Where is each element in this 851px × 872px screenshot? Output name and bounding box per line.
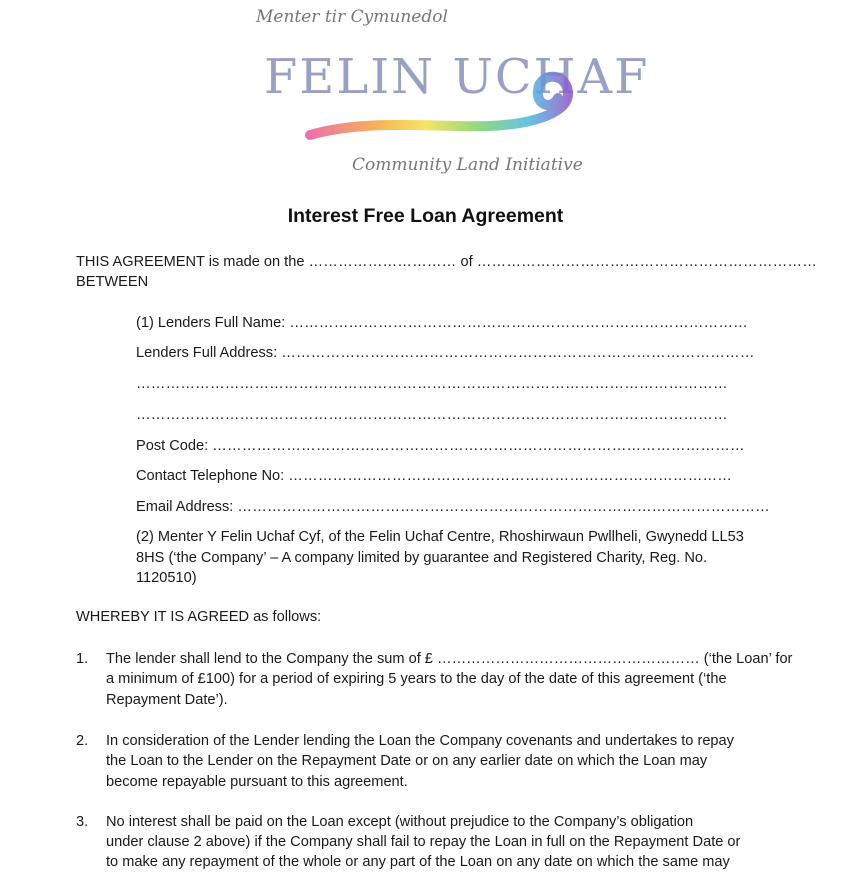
company-line-1: (2) Menter Y Felin Uchaf Cyf, of the Felin Uchaf Centre, Rhoshirwaun Pwllheli, Gwynedd LL53 [136, 529, 744, 545]
clause-2-line-1: In consideration of the Lender lending the Loan the Company covenants and undertakes to repay [106, 733, 734, 749]
lender-address-field [136, 343, 755, 363]
lender-address-blank: …………………………………………………………………………………… [281, 345, 755, 361]
month-year-blank: …………………………………………………………… [476, 254, 818, 270]
clause-2-line-2: the Loan to the Lender on the Repayment Date or on any earlier date on which the Loan may [106, 753, 708, 769]
clause-3-line-2: under clause 2 above) if the Company shall fail to repay the Loan in full on the Repayment Date or [106, 834, 741, 850]
logo-top-text: Menter tir Cymunedol [256, 7, 448, 27]
lender-address-line-3: ………………………………………………………………………………………………………… [136, 407, 728, 423]
lender-address-label: Lenders Full Address: [136, 345, 278, 361]
of-label: of [460, 254, 473, 270]
postcode-field [136, 436, 745, 456]
email-field [136, 497, 770, 517]
date-blank: ………………………… [308, 254, 457, 270]
agreement-date-line [76, 252, 817, 272]
email-blank: ……………………………………………………………………………………………… [237, 499, 770, 515]
whereby-heading: WHEREBY IT IS AGREED as follows: [76, 609, 322, 625]
clause-1-line-1: The lender shall lend to the Company the sum of £ ……………………………………………… (‘the Loan’ for [106, 651, 793, 667]
postcode-blank: ……………………………………………………………………………………………… [212, 438, 745, 454]
lender-name-label: (1) Lenders Full Name: [136, 315, 286, 331]
lender-name-blank: ………………………………………………………………………………… [289, 315, 748, 331]
logo-bottom-text: Community Land Initiative [352, 155, 583, 175]
between-label: BETWEEN [76, 274, 149, 290]
clause-3-line-1: No interest shall be paid on the Loan except (without prejudice to the Company’s obligation [106, 814, 694, 830]
telephone-blank: ……………………………………………………………………………… [288, 468, 733, 484]
telephone-field [136, 466, 732, 486]
document-title: Interest Free Loan Agreement [287, 205, 564, 227]
clause-number: 2. [76, 733, 89, 749]
telephone-label: Contact Telephone No: [136, 468, 285, 484]
made-on-label: THIS AGREEMENT is made on the [76, 254, 305, 270]
clause-1-line-3: Repayment Date’). [106, 692, 228, 708]
clause-1-line-2: a minimum of £100) for a period of expiring 5 years to the day of the date of this agreement (‘the [106, 671, 727, 687]
email-label: Email Address: [136, 499, 234, 515]
clause-3-line-3: to make any repayment of the whole or any part of the Loan on any date on which the same may [106, 854, 730, 870]
lender-name-field [136, 313, 748, 333]
clause-2-line-3: become repayable pursuant to this agreement. [106, 774, 408, 790]
company-line-2: 8HS (‘the Company’ – A company limited by guarantee and Registered Charity, Reg. No. [136, 550, 708, 566]
postcode-label: Post Code: [136, 438, 209, 454]
logo-brand-text: FELIN UCHAF [264, 49, 650, 105]
clause-number: 3. [76, 814, 89, 830]
clause-number: 1. [76, 651, 89, 667]
felin-uchaf-logo [250, 0, 650, 185]
company-line-3: 1120510) [136, 570, 197, 586]
lender-address-line-2: ………………………………………………………………………………………………………… [136, 376, 728, 392]
